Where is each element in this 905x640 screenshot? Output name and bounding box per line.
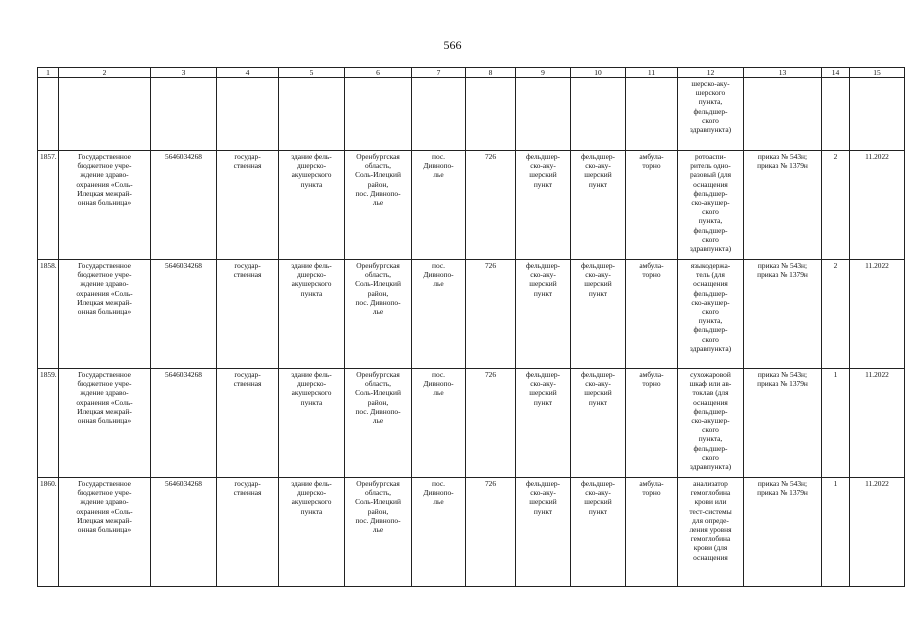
ownership-cell: государ- ственная [217,478,279,587]
institution-name: Государственное бюджетное учре- ждение здраво- охранения «Соль- Илецкая межрай- онная больница» [59,151,151,260]
table-row [38,369,905,478]
ownership-cell: государ- ственная [217,369,279,478]
care-type-cell: амбула- торно [626,151,678,260]
date-cell: 11.2022 [850,478,905,587]
care-type-cell: амбула- торно [626,369,678,478]
column-number: 3 [151,68,217,78]
institution-name: Государственное бюджетное учре- ждение здраво- охранения «Соль- Илецкая межрай- онная больница» [59,369,151,478]
registry-table [37,67,905,587]
equipment-cell: шерско-аку- шерского пункта, фельдшер- ского здравпункта) [678,78,744,151]
building-cell: здание фель- дшерско- акушерского пункта [279,478,345,587]
order-cell: приказ № 543н; приказ № 1379н [744,369,822,478]
building-cell: здание фель- дшерско- акушерского пункта [279,151,345,260]
address-cell: Оренбургская область, Соль-Илецкий район, пос. Дивнопо- лье [345,260,412,369]
date-cell: 11.2022 [850,260,905,369]
unit-profile-cell: фельдшер- ско-аку- шерский пункт [571,478,626,587]
locality-cell: пос. Дивнопо- лье [412,478,466,587]
institution-name: Государственное бюджетное учре- ждение здраво- охранения «Соль- Илецкая межрай- онная больница» [59,260,151,369]
ownership-cell: государ- ственная [217,260,279,369]
row-number: 1859. [38,369,59,478]
inn-cell: 5646034268 [151,369,217,478]
unit-type-cell: фельдшер- ско-аку- шерский пункт [516,260,571,369]
quantity-cell: 2 [822,260,850,369]
quantity-cell: 2 [822,151,850,260]
population-cell: 726 [466,260,516,369]
column-number: 8 [466,68,516,78]
quantity-cell: 1 [822,478,850,587]
unit-type-cell: фельдшер- ско-аку- шерский пункт [516,478,571,587]
inn-cell: 5646034268 [151,478,217,587]
column-number: 6 [345,68,412,78]
institution-name: Государственное бюджетное учре- ждение здраво- охранения «Соль- Илецкая межрай- онная больница» [59,478,151,587]
continuation-row [38,78,905,151]
table-row [38,260,905,369]
row-number: 1857. [38,151,59,260]
table-row [38,478,905,587]
column-number: 14 [822,68,850,78]
population-cell: 726 [466,151,516,260]
unit-profile-cell: фельдшер- ско-аку- шерский пункт [571,260,626,369]
column-number: 11 [626,68,678,78]
column-number: 7 [412,68,466,78]
column-number: 9 [516,68,571,78]
column-number: 1 [38,68,59,78]
column-number: 13 [744,68,822,78]
equipment-cell: сухожаровой шкаф или ав- токлав (для оснащения фельдшер- ско-акушер- ского пункта, фельдшер- ского здравпункта) [678,369,744,478]
date-cell: 11.2022 [850,369,905,478]
column-number: 12 [678,68,744,78]
table-row [38,151,905,260]
population-cell: 726 [466,478,516,587]
locality-cell: пос. Дивнопо- лье [412,260,466,369]
inn-cell: 5646034268 [151,260,217,369]
locality-cell: пос. Дивнопо- лье [412,151,466,260]
unit-profile-cell: фельдшер- ско-аку- шерский пункт [571,369,626,478]
address-cell: Оренбургская область, Соль-Илецкий район, пос. Дивнопо- лье [345,151,412,260]
care-type-cell: амбула- торно [626,260,678,369]
column-number: 2 [59,68,151,78]
unit-profile-cell: фельдшер- ско-аку- шерский пункт [571,151,626,260]
order-cell: приказ № 543н; приказ № 1379н [744,478,822,587]
population-cell: 726 [466,369,516,478]
inn-cell: 5646034268 [151,151,217,260]
equipment-cell: языкодержа- тель (для оснащения фельдшер- ско-акушер- ского пункта, фельдшер- ского здравпункта) [678,260,744,369]
building-cell: здание фель- дшерско- акушерского пункта [279,260,345,369]
equipment-cell: ротоаспи- ритель одно- разовый (для оснащения фельдшер- ско-акушер- ского пункта, фельдшер- ского здравпункта) [678,151,744,260]
address-cell: Оренбургская область, Соль-Илецкий район, пос. Дивнопо- лье [345,478,412,587]
unit-type-cell: фельдшер- ско-аку- шерский пункт [516,151,571,260]
order-cell: приказ № 543н; приказ № 1379н [744,151,822,260]
column-number: 5 [279,68,345,78]
building-cell: здание фель- дшерско- акушерского пункта [279,369,345,478]
unit-type-cell: фельдшер- ско-аку- шерский пункт [516,369,571,478]
page-number: 566 [443,38,462,52]
column-number: 4 [217,68,279,78]
date-cell: 11.2022 [850,151,905,260]
column-number: 15 [850,68,905,78]
care-type-cell: амбула- торно [626,478,678,587]
row-number: 1858. [38,260,59,369]
quantity-cell: 1 [822,369,850,478]
equipment-cell: анализатор гемоглобина крови или тест-системы для опреде- ления уровня гемоглобина крови (для оснащения [678,478,744,587]
address-cell: Оренбургская область, Соль-Илецкий район, пос. Дивнопо- лье [345,369,412,478]
column-number-row [38,68,905,78]
column-number: 10 [571,68,626,78]
row-number: 1860. [38,478,59,587]
locality-cell: пос. Дивнопо- лье [412,369,466,478]
ownership-cell: государ- ственная [217,151,279,260]
order-cell: приказ № 543н; приказ № 1379н [744,260,822,369]
